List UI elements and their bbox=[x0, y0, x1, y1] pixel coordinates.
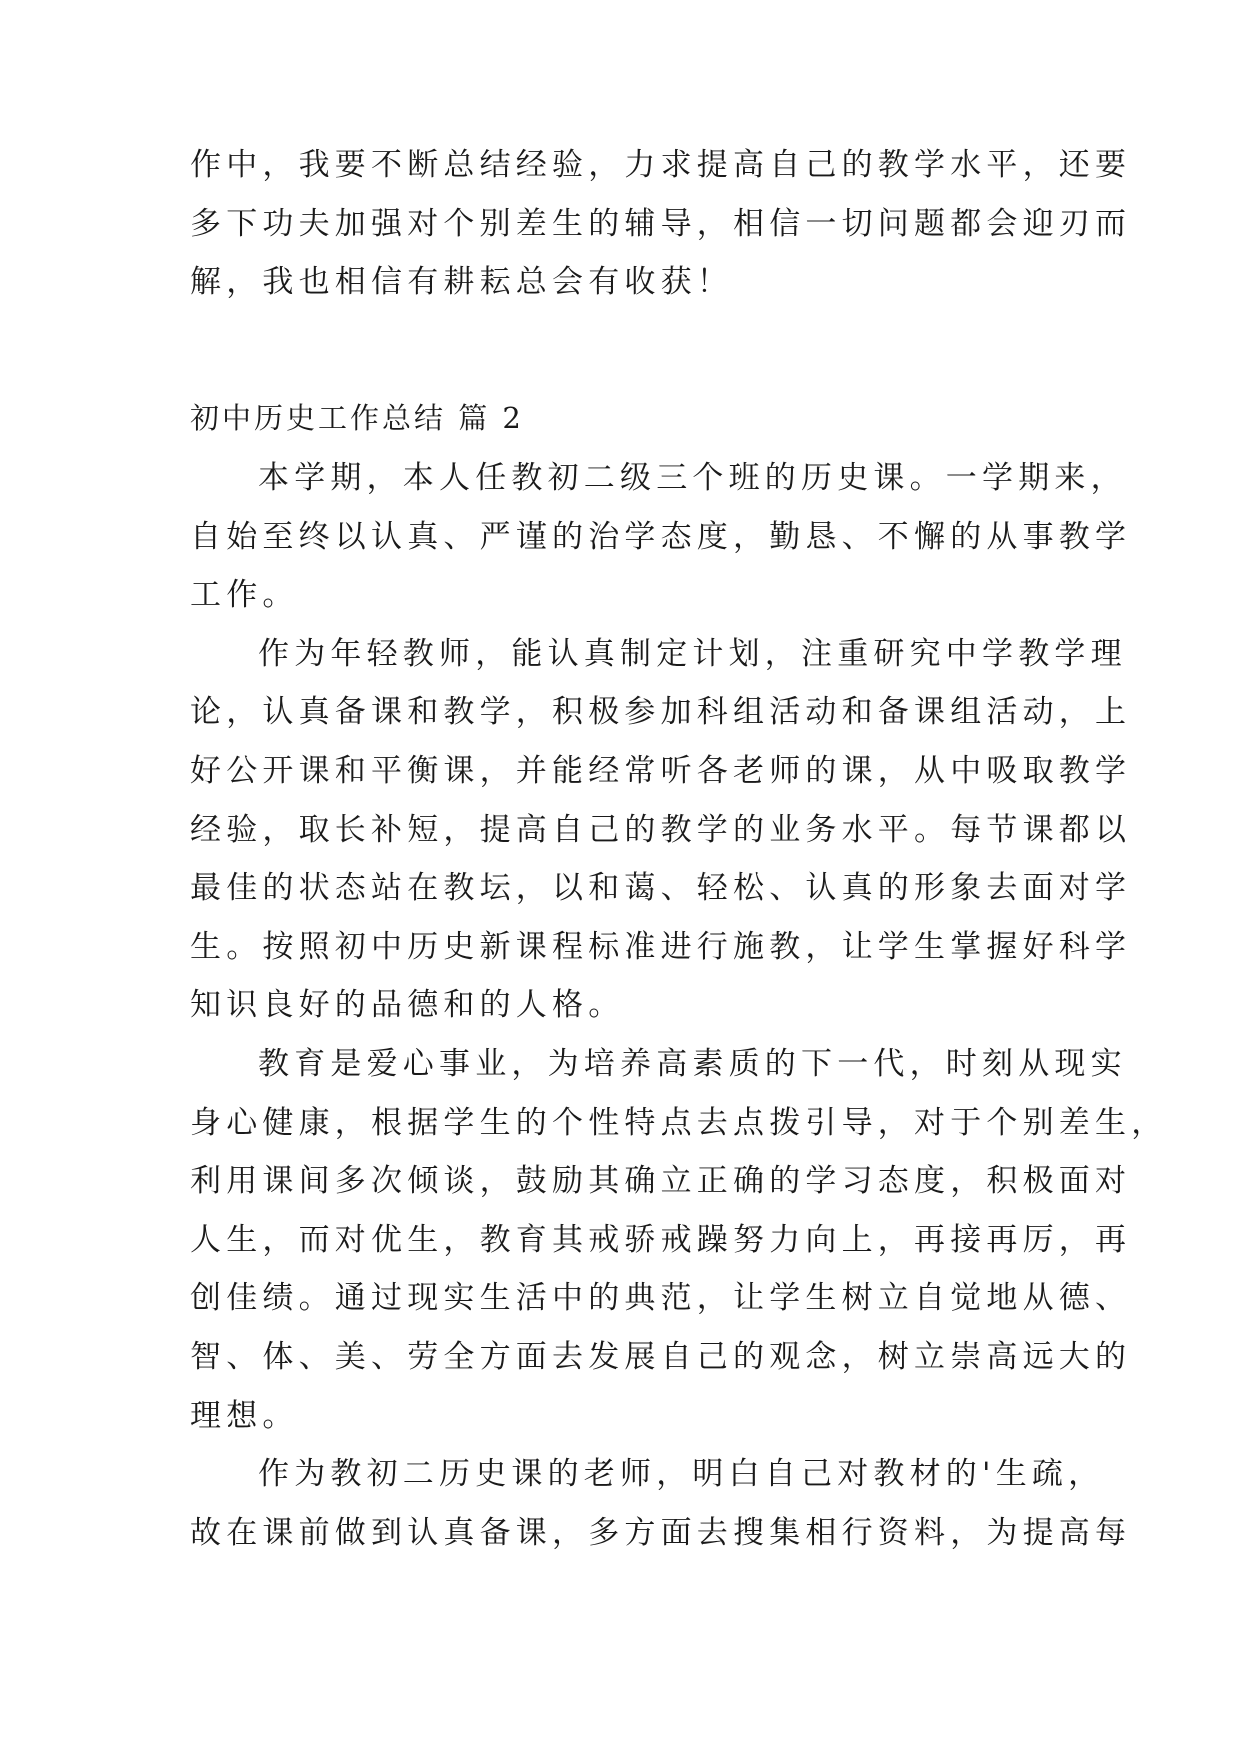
text-line: 论，认真备课和教学，积极参加科组活动和备课组活动，上 bbox=[190, 694, 1132, 731]
body-paragraphs bbox=[190, 449, 1168, 1562]
text-line: 作中，我要不断总结经验，力求提高自己的教学水平，还要 bbox=[190, 147, 1132, 183]
text-line: 教育是爱心事业，为培养高素质的下一代，时刻从现实 bbox=[258, 1045, 1127, 1082]
text-line: 解，我也相信有耕耘总会有收获！ bbox=[190, 264, 733, 301]
section-heading: 初中历史工作总结 篇 2 bbox=[190, 401, 524, 435]
text-line: 故在课前做到认真备课，多方面去搜集相行资料，为提高每 bbox=[190, 1514, 1132, 1551]
text-line: 工作。 bbox=[190, 577, 299, 614]
text-line: 生。按照初中历史新课程标准进行施教，让学生掌握好科学 bbox=[190, 928, 1132, 965]
text-line: 利用课间多次倾谈，鼓励其确立正确的学习态度，积极面对 bbox=[190, 1163, 1132, 1200]
text-line: 好公开课和平衡课，并能经常听各老师的课，从中吸取教学 bbox=[190, 752, 1132, 789]
text-line: 知识良好的品德和的人格。 bbox=[190, 987, 625, 1024]
text-line: 多下功夫加强对个别差生的辅导，相信一切问题都会迎刃而 bbox=[190, 205, 1132, 242]
text-line: 最佳的状态站在教坛，以和蔼、轻松、认真的形象去面对学 bbox=[190, 870, 1132, 907]
text-line: 作为教初二历史课的老师，明白自己对教材的'生疏， bbox=[258, 1456, 1105, 1493]
text-line: 作为年轻教师，能认真制定计划，注重研究中学教学理 bbox=[258, 635, 1127, 672]
text-line: 智、体、美、劳全方面去发展自己的观念，树立崇高远大的 bbox=[190, 1338, 1132, 1375]
text-line: 本学期，本人任教初二级三个班的历史课。一学期来， bbox=[258, 460, 1127, 496]
text-line: 人生，而对优生，教育其戒骄戒躁努力向上，再接再厉，再 bbox=[190, 1221, 1132, 1258]
text-line: 身心健康，根据学生的个性特点去点拨引导，对于个别差生， bbox=[190, 1104, 1168, 1141]
text-line: 经验，取长补短，提高自己的教学的业务水平。每节课都以 bbox=[190, 811, 1132, 848]
text-line: 创佳绩。通过现实生活中的典范，让学生树立自觉地从德、 bbox=[190, 1280, 1132, 1317]
continuation-paragraph bbox=[190, 136, 1132, 312]
text-line: 理想。 bbox=[190, 1397, 299, 1434]
text-line: 自始至终以认真、严谨的治学态度，勤恳、不懈的从事教学 bbox=[190, 518, 1132, 555]
